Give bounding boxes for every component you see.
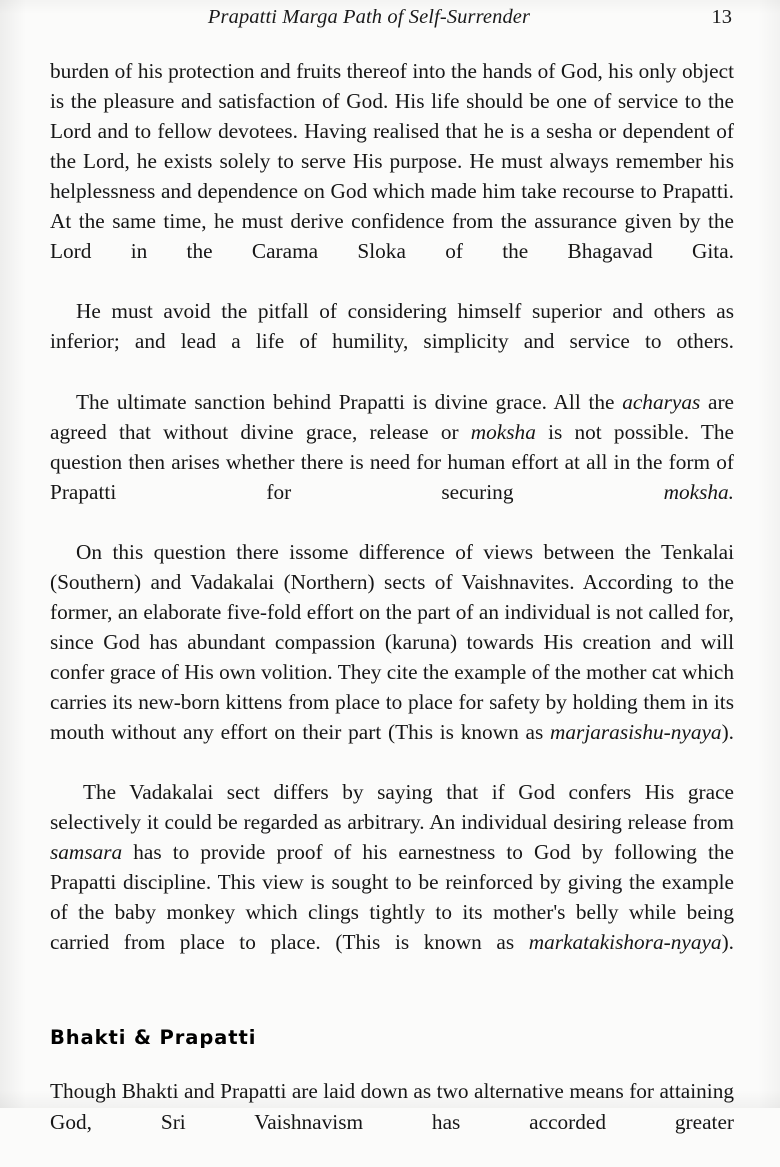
para-vadakalai: The Vadakalai sect differs by saying that if God confers His grace selectively it could be regarded as arbitrary. An individual desiring release from samsara has to provide proof of his earnestness to God by following the Prapatti discipline. This view is sought to be reinforced by giving the example of the baby monkey which clings tightly to its mother's belly while being carried from place to place. (This is known as markatakishora-nyaya). [50, 780, 734, 955]
italic-term: acharyas [622, 389, 701, 414]
running-head-title: Prapatti Marga Path of Self-Surrender [207, 6, 531, 28]
para-tenkalai: On this question there issome difference of views between the Tenkalai (Southern) and Vadakalai (Northern) sects of Vaishnavites. According to the former, an elaborate five-fold effort on the part of an individual is not called for, since God has abundant compassion (karuna) towards His creation and will confer grace of His own volition. They cite the example of the mother cat which carries its new-born kittens from place to place for safety by holding them in its mouth without any effort on their part (This is known as marjarasishu-nyaya). [50, 539, 734, 745]
para-burden: burden of his protection and fruits thereof into the hands of God, his only object is the pleasure and satisfaction of God. His life should be one of service to the Lord and to fellow devotees. Having realised that he is a sesha or dependent of the Lord, he exists solely to serve His purpose. He must always remember his helplessness and dependence on God which made him take recourse to Prapatti. At the same time, he must derive confidence from the assurance given by the Lord in the Carama Sloka of the Bhagavad Gita. [50, 59, 734, 264]
italic-term: marjarasishu-nyaya [550, 720, 722, 745]
paragraph-list-after-heading [50, 1076, 734, 1166]
heading-spacer [50, 1049, 734, 1076]
running-head [50, 0, 734, 46]
para-sanction: The ultimate sanction behind Prapatti is divine grace. All the acharyas are agreed that without divine grace, release or moksha is not possible. The question then arises whether there is need for human effort at all in the form of Prapatti for securing moksha. [50, 389, 735, 504]
paragraph-list [50, 56, 734, 987]
body-text [50, 56, 734, 1167]
italic-term: moksha. [663, 479, 734, 504]
section-heading: Bhakti & Prapatti [50, 1026, 257, 1050]
italic-term: markatakishora-nyaya [528, 930, 722, 955]
page-content [50, 0, 734, 1167]
para-though: Though Bhakti and Prapatti are laid down as two alternative means for attaining God, Sri Vaishnavism has accorded greater [50, 1079, 734, 1134]
page-number: 13 [711, 6, 732, 28]
para-pitfall: He must avoid the pitfall of considering himself superior and others as inferior; and lead a life of humility, simplicity and service to others. [50, 299, 734, 354]
italic-term: samsara [50, 840, 123, 865]
italic-term: moksha [470, 419, 536, 444]
heading-spacer [50, 987, 734, 1026]
